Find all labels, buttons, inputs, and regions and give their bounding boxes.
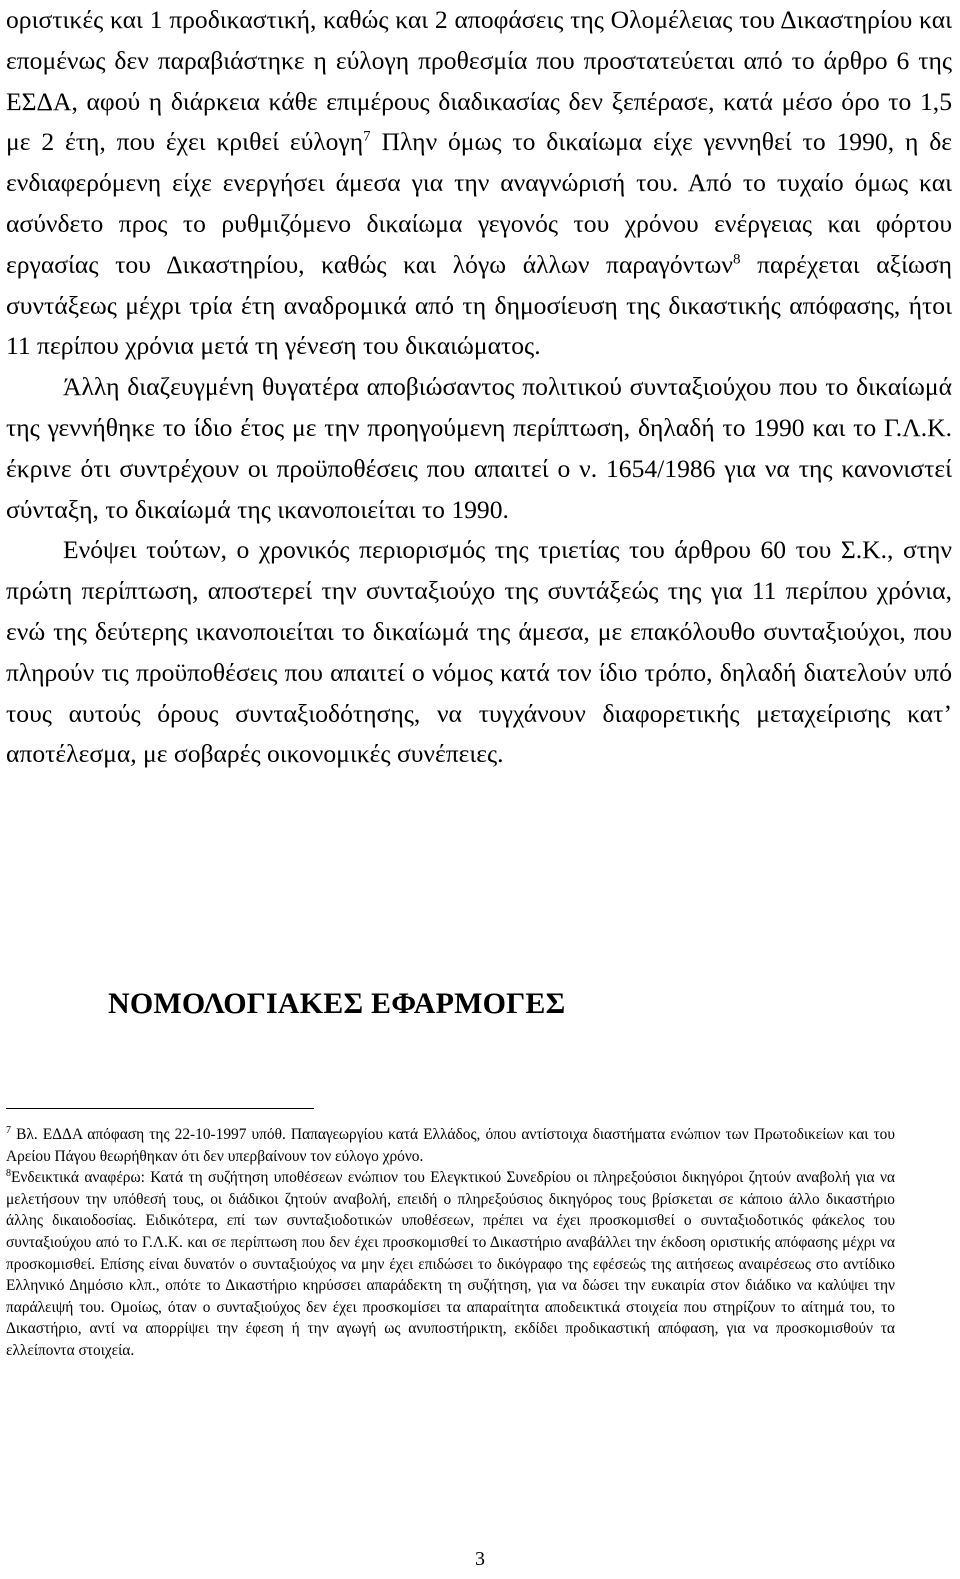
footnote-8: [6, 1167, 895, 1361]
paragraph-3: Ενόψει τούτων, ο χρονικός περιορισμός της τριετίας του άρθρου 60 του Σ.Κ., στην πρώτη περίπτωση, αποστερεί την συνταξιούχο της συντάξεώς της για 11 περίπου χρόνια, ενώ της δεύτερης ικανοποιείται το δικαίωμά της άμεσα, με επακόλουθο συνταξιούχοι, που πληρούν τις προϋποθέσεις που απαιτεί ο νόμος κατά τον ίδιο τρόπο, δηλαδή διατελούν υπό τους αυτούς όρους συνταξιοδότησης, να τυγχάνουν διαφορετικής μεταχείρισης κατ’ αποτέλεσμα, με σοβαρές οικονομικές συνέπειες.: [6, 535, 952, 769]
paragraph-1-part-3: παρέχεται αξίωση συντάξεως μέχρι τρία έτη αναδρομικά από τη δημοσίευση της δικαστικής απόφασης, ήτοι 11 περίπου χρόνια μετά τη γένεση του δικαιώματος.: [6, 249, 952, 361]
page-number: 3: [475, 1548, 485, 1570]
body-text: [6, 0, 952, 775]
footnote-ref-7[interactable]: 7: [363, 128, 371, 145]
paragraph-1-part-1: οριστικές και 1 προδικαστική, καθώς και 2 αποφάσεις της Ολομέλειας του Δικαστηρίου και επομένως δεν παραβιάστηκε η εύλογη προθεσμία που προστατεύεται από το άρθρο 6 της ΕΣΔΑ, αφού η διάρκεια κάθε επιμέρους διαδικασίας δεν ξεπέρασε, κατά μέσο όρο το 1,5 με 2 έτη, που έχει κριθεί εύλογη: [6, 5, 952, 157]
section-heading: ΝΟΜΟΛΟΓΙΑΚΕΣ ΕΦΑΡΜΟΓΕΣ: [108, 987, 566, 1020]
footnote-mark-8: 8: [6, 1168, 11, 1180]
footnote-7-text: Βλ. ΕΔΔΑ απόφαση της 22-10-1997 υπόθ. Παπαγεωργίου κατά Ελλάδος, όπου αντίστοιχα διαστήματα ενώπιον των Πρωτοδικείων και του Αρείου Πάγου θεωρήθηκαν ότι δεν υπερβαίνουν τον εύλογο χρόνο.: [6, 1126, 895, 1165]
footnote-8-text: Ενδεικτικά αναφέρω: Κατά τη συζήτηση υποθέσεων ενώπιον του Ελεγκτικού Συνεδρίου οι πληρεξούσιοι δικηγόροι ζητούν αναβολή για να μελετήσουν την υπόθεσή τους, οι διάδικοι ζητούν αναβολή, επειδή ο πληρεξούσιος δικηγόρος τους βρίσκεται σε κάποιο άλλο δικαστήριο άλλης δικαιοδοσίας. Ειδικότερα, επί των συνταξιοδοτικών υποθέσεων, πρέπει να έχει προσκομισθεί ο συνταξιοδοτικός φάκελος του συνταξιούχου από το Γ.Λ.Κ. και σε περίπτωση που δεν έχει προσκομισθεί το Δικαστήριο αναβάλλει την έκδοση οριστικής απόφασης μέχρι να προσκομισθεί. Επίσης είναι δυνατόν ο συνταξιούχος να μην έχει επιδώσει το δικόγραφο της εφέσεώς της αιτήσεως αναιρέσεως στο αντίδικο Ελληνικό Δημόσιο κλπ., οπότε το Δικαστήριο κηρύσσει απαράδεκτη τη συζήτηση, για να δώσει την ευκαιρία στον διάδικο να καλύψει την παράλειψή του. Ομοίως, όταν ο συνταξιούχος δεν έχει προσκομίσει τα απαραίτητα αποδεικτικά στοιχεία που στηρίζουν το αίτημά του, το Δικαστήριο, αντί να απορρίψει την έφεση ή την αγωγή ως ανυποστήρικτη, εκδίδει προδικαστική απόφαση, για να προσκομισθούν τα ελλείποντα στοιχεία.: [6, 1169, 895, 1359]
footnotes: [6, 1124, 895, 1362]
paragraph-1-part-2: Πλην όμως το δικαίωμα είχε γεννηθεί το 1990, η δε ενδιαφερόμενη είχε ενεργήσει άμεσα για την αναγνώρισή του. Από το τυχαίο όμως και ασύνδετο προς το ρυθμιζόμενο δικαίωμα γεγονός του χρόνου ενέργειας και φόρτου εργασίας του Δικαστηρίου, καθώς και λόγω άλλων παραγόντων: [6, 127, 953, 279]
paragraph-2: Άλλη διαζευγμένη θυγατέρα αποβιώσαντος πολιτικού συνταξιούχου που το δικαίωμά της γεννήθηκε το ίδιο έτος με την προηγούμενη περίπτωση, δηλαδή το 1990 και το Γ.Λ.Κ. έκρινε ότι συντρέχουν οι προϋποθέσεις που απαιτεί ο ν. 1654/1986 για να της κανονιστεί σύνταξη, το δικαίωμά της ικανοποιείται το 1990.: [6, 372, 952, 524]
footnote-ref-8[interactable]: 8: [732, 251, 741, 268]
footnote-separator: [6, 1108, 314, 1109]
footnote-mark-7: 7: [6, 1124, 11, 1136]
footnote-7: [6, 1124, 895, 1167]
paragraph-1: [6, 0, 952, 367]
